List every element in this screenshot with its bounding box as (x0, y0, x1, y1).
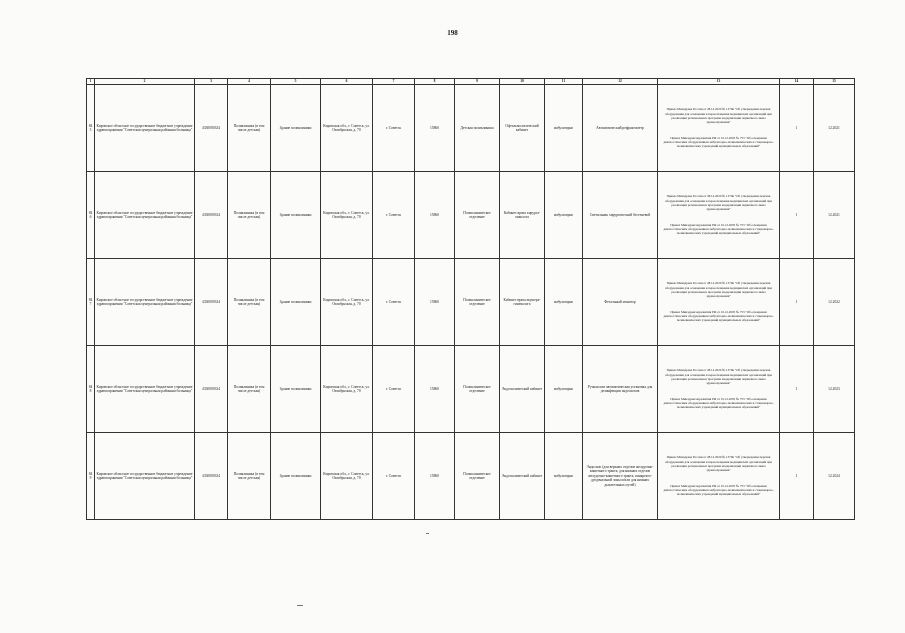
equipment-registry-table (86, 78, 855, 520)
settlement: г. Советск (373, 259, 415, 346)
address: Кировская обл., г. Советск, ул. Октябрьская, д. 70 (321, 85, 373, 172)
organization-name: Кировское областное государственное бюджетное учреждение здравоохранения "Советская центральная районная больница" (95, 346, 195, 433)
column-number: 15 (814, 79, 855, 85)
date: 12.2021 (814, 85, 855, 172)
legal-basis-1: Приказ Минздрава России от 28.12.2020 № 1379н "Об утверждении перечня оборудования для оснащения и переоснащения медицинских организаций при реализации региональных программ модернизации первичного звена здравоохранения" (665, 455, 772, 472)
legal-basis-2: Приказ Минздравсоцразвития РФ от 01.12.2005 № 753 "Об оснащении диагностическим оборудованием амбулаторно-поликлинических и стационарно-поликлинических учреждений муниципальных образований" (663, 310, 774, 323)
population: 15860 (415, 346, 455, 433)
column-number: 8 (415, 79, 455, 85)
legal-basis-1: Приказ Минздрава России от 28.12.2020 № 1379н "Об утверждении перечня оборудования для оснащения и переоснащения медицинских организаций при реализации региональных программ модернизации первичного звена здравоохранения" (665, 194, 772, 211)
legal-basis-2: Приказ Минздравсоцразвития РФ от 01.12.2005 № 753 "Об оснащении диагностическим оборудованием амбулаторно-поликлинических и стационарно-поликлинических учреждений муниципальных образований" (663, 136, 774, 149)
column-number: 4 (228, 79, 271, 85)
cabinet: Кабинет врача акушера-гинеколога (500, 259, 545, 346)
date: 12.2022 (814, 259, 855, 346)
inn: 4330000334 (195, 433, 228, 520)
care-type: амбулаторно (545, 172, 583, 259)
legal-basis (658, 85, 780, 172)
row-number: 845 (87, 85, 95, 172)
date: 12.2024 (814, 433, 855, 520)
organization-name: Кировское областное государственное бюджетное учреждение здравоохранения "Советская центральная районная больница" (95, 259, 195, 346)
address: Кировская обл., г. Советск, ул. Октябрьская, д. 70 (321, 433, 373, 520)
address: Кировская обл., г. Советск, ул. Октябрьская, д. 70 (321, 346, 373, 433)
scan-speck (426, 533, 429, 534)
date: 12.2021 (814, 172, 855, 259)
quantity: 1 (780, 433, 814, 520)
legal-basis (658, 259, 780, 346)
subdivision: Поликлиника (в том числе детская) (228, 346, 271, 433)
cabinet: Офтальмологический кабинет (500, 85, 545, 172)
building: Здание поликлиники (271, 346, 321, 433)
column-number: 12 (583, 79, 658, 85)
column-number: 10 (500, 79, 545, 85)
settlement: г. Советск (373, 346, 415, 433)
population: 15860 (415, 433, 455, 520)
population: 15860 (415, 259, 455, 346)
building: Здание поликлиники (271, 433, 321, 520)
legal-basis (658, 433, 780, 520)
care-type: амбулаторно (545, 259, 583, 346)
subdivision: Поликлиника (в том числе детская) (228, 259, 271, 346)
cabinet: Кабинет врача хирурга-онколога (500, 172, 545, 259)
table-row (87, 172, 855, 259)
care-type: амбулаторно (545, 85, 583, 172)
legal-basis-1: Приказ Минздрава России от 28.12.2020 № 1379н "Об утверждении перечня оборудования для оснащения и переоснащения медицинских организаций при реализации региональных программ модернизации первичного звена здравоохранения" (665, 368, 772, 385)
row-number: 847 (87, 259, 95, 346)
equipment: Ручная или автоматическая установка для дезинфекции эндоскопов (583, 346, 658, 433)
department: Детская поликлиника (455, 85, 500, 172)
department: Поликлиническое отделение (455, 172, 500, 259)
building: Здание поликлиники (271, 259, 321, 346)
quantity: 1 (780, 85, 814, 172)
settlement: г. Советск (373, 433, 415, 520)
column-number: 14 (780, 79, 814, 85)
column-number: 2 (95, 79, 195, 85)
row-number: 846 (87, 172, 95, 259)
building: Здание поликлиники (271, 172, 321, 259)
column-number: 1 (87, 79, 95, 85)
organization-name: Кировское областное государственное бюджетное учреждение здравоохранения "Советская центральная районная больница" (95, 433, 195, 520)
inn: 4330000334 (195, 85, 228, 172)
quantity: 1 (780, 172, 814, 259)
subdivision: Поликлиника (в том числе детская) (228, 172, 271, 259)
department: Поликлиническое отделение (455, 433, 500, 520)
cabinet: Эндоскопический кабинет (500, 433, 545, 520)
equipment: Эндоскоп (для верхних отделов желудочно-кишечного тракта, для нижних отделов желудочно-кишечного тракта, панкреато-дуоденальной зоны и/или для нижних дыхательных путей) (583, 433, 658, 520)
cabinet: Эндоскопический кабинет (500, 346, 545, 433)
settlement: г. Советск (373, 172, 415, 259)
legal-basis-1: Приказ Минздрава России от 28.12.2020 № 1379н "Об утверждении перечня оборудования для оснащения и переоснащения медицинских организаций при реализации региональных программ модернизации первичного звена здравоохранения" (665, 281, 772, 298)
care-type: амбулаторно (545, 433, 583, 520)
column-number: 3 (195, 79, 228, 85)
column-number: 7 (373, 79, 415, 85)
settlement: г. Советск (373, 85, 415, 172)
population: 15860 (415, 172, 455, 259)
column-number: 6 (321, 79, 373, 85)
table-row (87, 85, 855, 172)
legal-basis (658, 172, 780, 259)
legal-basis-2: Приказ Минздравсоцразвития РФ от 01.12.2005 № 753 "Об оснащении диагностическим оборудованием амбулаторно-поликлинических и стационарно-поликлинических учреждений муниципальных образований" (663, 397, 774, 410)
legal-basis-2: Приказ Минздравсоцразвития РФ от 01.12.2005 № 753 "Об оснащении диагностическим оборудованием амбулаторно-поликлинических и стационарно-поликлинических учреждений муниципальных образований" (663, 484, 774, 497)
subdivision: Поликлиника (в том числе детская) (228, 85, 271, 172)
scan-speck (297, 605, 303, 606)
organization-name: Кировское областное государственное бюджетное учреждение здравоохранения "Советская центральная районная больница" (95, 172, 195, 259)
table-row (87, 433, 855, 520)
page-number: 198 (447, 29, 458, 37)
row-number: 848 (87, 346, 95, 433)
legal-basis-2: Приказ Минздравсоцразвития РФ от 01.12.2005 № 753 "Об оснащении диагностическим оборудованием амбулаторно-поликлинических и стационарно-поликлинических учреждений муниципальных образований" (663, 223, 774, 236)
department: Поликлиническое отделение (455, 259, 500, 346)
building: Здание поликлиники (271, 85, 321, 172)
department: Поликлиническое отделение (455, 346, 500, 433)
inn: 4330000334 (195, 346, 228, 433)
inn: 4330000334 (195, 172, 228, 259)
equipment: Автоматический рефрактометр (583, 85, 658, 172)
legal-basis (658, 346, 780, 433)
address: Кировская обл., г. Советск, ул. Октябрьская, д. 70 (321, 259, 373, 346)
quantity: 1 (780, 259, 814, 346)
address: Кировская обл., г. Советск, ул. Октябрьская, д. 70 (321, 172, 373, 259)
table-row (87, 346, 855, 433)
column-number: 11 (545, 79, 583, 85)
column-number: 5 (271, 79, 321, 85)
column-number: 9 (455, 79, 500, 85)
column-number: 13 (658, 79, 780, 85)
equipment: Фетальный монитор (583, 259, 658, 346)
legal-basis-1: Приказ Минздрава России от 28.12.2020 № 1379н "Об утверждении перечня оборудования для оснащения и переоснащения медицинских организаций при реализации региональных программ модернизации первичного звена здравоохранения" (665, 107, 772, 124)
population: 15860 (415, 85, 455, 172)
organization-name: Кировское областное государственное бюджетное учреждение здравоохранения "Советская центральная районная больница" (95, 85, 195, 172)
quantity: 1 (780, 346, 814, 433)
equipment: Светильник хирургический бестеневой (583, 172, 658, 259)
date: 12.2023 (814, 346, 855, 433)
care-type: амбулаторно (545, 346, 583, 433)
inn: 4330000334 (195, 259, 228, 346)
row-number: 849 (87, 433, 95, 520)
table-row (87, 259, 855, 346)
subdivision: Поликлиника (в том числе детская) (228, 433, 271, 520)
